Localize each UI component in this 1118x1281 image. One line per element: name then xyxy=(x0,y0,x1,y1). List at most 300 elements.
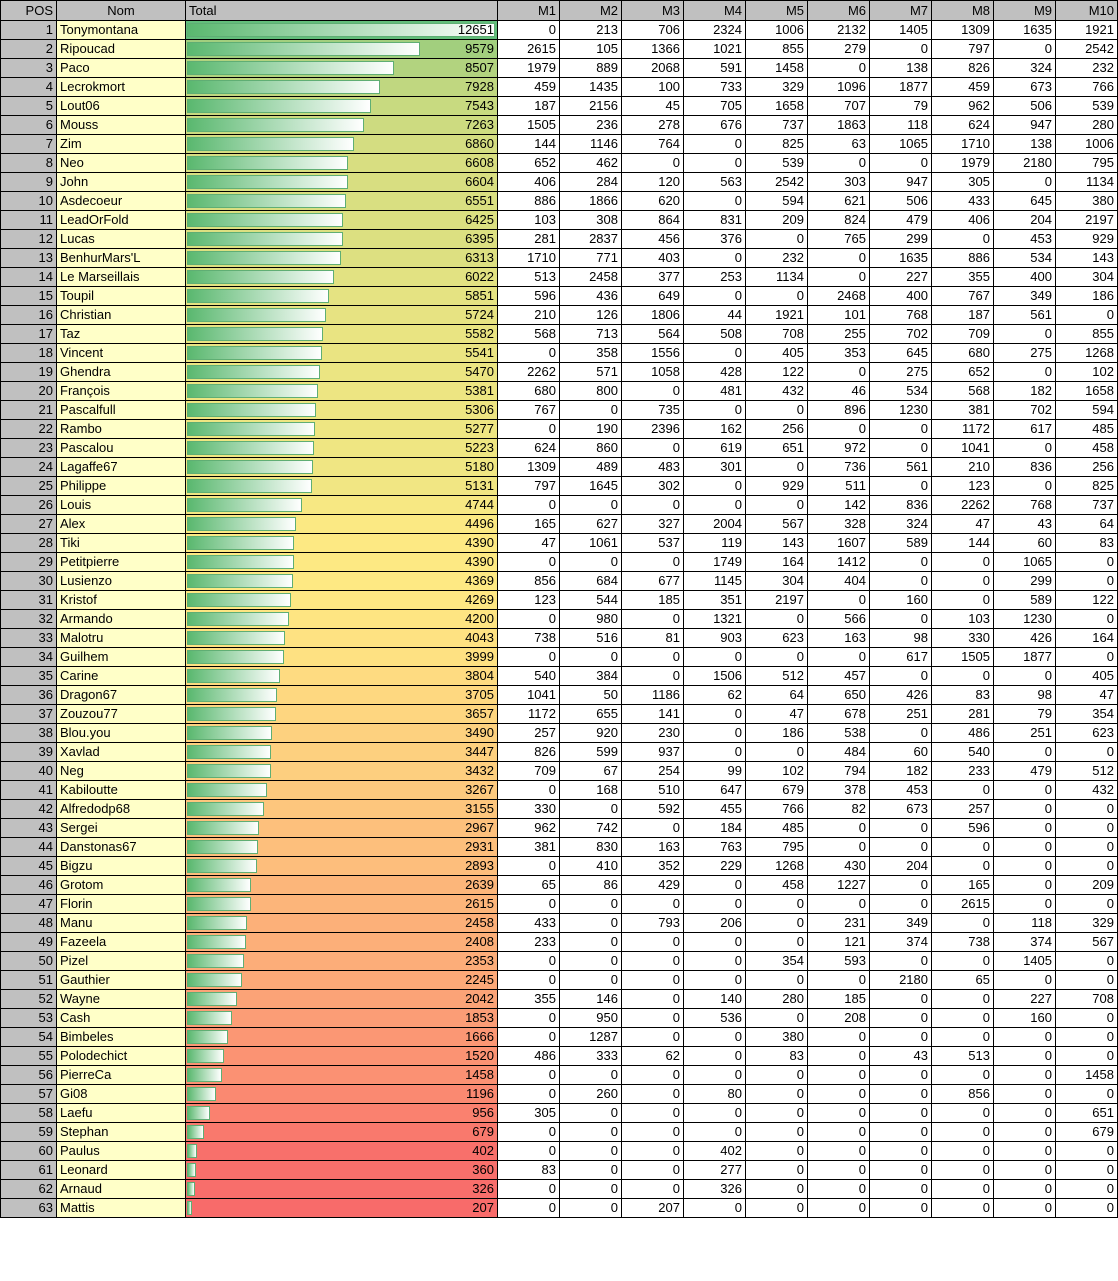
player-name-cell[interactable]: Fazeela xyxy=(57,933,186,952)
month-7-cell[interactable]: 43 xyxy=(870,1047,932,1066)
month-9-cell[interactable]: 0 xyxy=(994,857,1056,876)
month-7-cell[interactable]: 0 xyxy=(870,1028,932,1047)
month-4-cell[interactable]: 184 xyxy=(684,819,746,838)
month-5-cell[interactable]: 0 xyxy=(746,401,808,420)
month-1-cell[interactable]: 83 xyxy=(498,1161,560,1180)
month-2-cell[interactable]: 50 xyxy=(560,686,622,705)
month-8-cell[interactable]: 0 xyxy=(932,591,994,610)
total-cell[interactable] xyxy=(186,78,498,97)
month-7-cell[interactable]: 275 xyxy=(870,363,932,382)
month-5-cell[interactable]: 0 xyxy=(746,914,808,933)
month-3-cell[interactable]: 45 xyxy=(622,97,684,116)
month-8-cell[interactable]: 962 xyxy=(932,97,994,116)
month-8-cell[interactable]: 233 xyxy=(932,762,994,781)
month-7-cell[interactable]: 182 xyxy=(870,762,932,781)
month-8-cell[interactable]: 0 xyxy=(932,952,994,971)
month-10-cell[interactable]: 1134 xyxy=(1056,173,1118,192)
header-m10[interactable]: M10 xyxy=(1056,1,1118,21)
total-cell[interactable] xyxy=(186,572,498,591)
total-cell[interactable] xyxy=(186,458,498,477)
row-position[interactable]: 12 xyxy=(1,230,57,249)
month-10-cell[interactable]: 0 xyxy=(1056,1047,1118,1066)
month-3-cell[interactable]: 0 xyxy=(622,1066,684,1085)
row-position[interactable]: 31 xyxy=(1,591,57,610)
row-position[interactable]: 41 xyxy=(1,781,57,800)
player-name-cell[interactable]: Leonard xyxy=(57,1161,186,1180)
month-4-cell[interactable]: 140 xyxy=(684,990,746,1009)
player-name-cell[interactable]: Bimbeles xyxy=(57,1028,186,1047)
total-cell[interactable] xyxy=(186,857,498,876)
player-name-cell[interactable]: Alex xyxy=(57,515,186,534)
month-1-cell[interactable]: 596 xyxy=(498,287,560,306)
month-6-cell[interactable]: 1412 xyxy=(808,553,870,572)
player-name-cell[interactable]: Bigzu xyxy=(57,857,186,876)
month-9-cell[interactable]: 0 xyxy=(994,1180,1056,1199)
month-3-cell[interactable]: 1058 xyxy=(622,363,684,382)
month-7-cell[interactable]: 506 xyxy=(870,192,932,211)
month-1-cell[interactable]: 210 xyxy=(498,306,560,325)
month-3-cell[interactable]: 120 xyxy=(622,173,684,192)
month-4-cell[interactable]: 428 xyxy=(684,363,746,382)
row-position[interactable]: 15 xyxy=(1,287,57,306)
month-3-cell[interactable]: 0 xyxy=(622,952,684,971)
month-6-cell[interactable]: 185 xyxy=(808,990,870,1009)
month-7-cell[interactable]: 0 xyxy=(870,895,932,914)
month-7-cell[interactable]: 0 xyxy=(870,724,932,743)
month-10-cell[interactable]: 539 xyxy=(1056,97,1118,116)
month-6-cell[interactable]: 972 xyxy=(808,439,870,458)
month-6-cell[interactable]: 328 xyxy=(808,515,870,534)
row-position[interactable]: 2 xyxy=(1,40,57,59)
month-6-cell[interactable]: 1863 xyxy=(808,116,870,135)
month-1-cell[interactable]: 738 xyxy=(498,629,560,648)
total-cell[interactable] xyxy=(186,439,498,458)
header-m1[interactable]: M1 xyxy=(498,1,560,21)
month-10-cell[interactable]: 2197 xyxy=(1056,211,1118,230)
total-cell[interactable] xyxy=(186,686,498,705)
row-position[interactable]: 3 xyxy=(1,59,57,78)
month-3-cell[interactable]: 0 xyxy=(622,1085,684,1104)
month-5-cell[interactable]: 825 xyxy=(746,135,808,154)
month-7-cell[interactable]: 0 xyxy=(870,1085,932,1104)
player-name-cell[interactable]: Blou.you xyxy=(57,724,186,743)
month-4-cell[interactable]: 0 xyxy=(684,705,746,724)
month-4-cell[interactable]: 647 xyxy=(684,781,746,800)
month-10-cell[interactable]: 0 xyxy=(1056,857,1118,876)
month-4-cell[interactable]: 253 xyxy=(684,268,746,287)
month-1-cell[interactable]: 0 xyxy=(498,21,560,40)
month-1-cell[interactable]: 826 xyxy=(498,743,560,762)
month-10-cell[interactable]: 0 xyxy=(1056,838,1118,857)
month-4-cell[interactable]: 831 xyxy=(684,211,746,230)
row-position[interactable]: 55 xyxy=(1,1047,57,1066)
row-position[interactable]: 9 xyxy=(1,173,57,192)
player-name-cell[interactable]: Stephan xyxy=(57,1123,186,1142)
month-9-cell[interactable]: 0 xyxy=(994,1142,1056,1161)
month-2-cell[interactable]: 684 xyxy=(560,572,622,591)
month-5-cell[interactable]: 1658 xyxy=(746,97,808,116)
month-3-cell[interactable]: 0 xyxy=(622,819,684,838)
month-8-cell[interactable]: 767 xyxy=(932,287,994,306)
month-9-cell[interactable]: 0 xyxy=(994,838,1056,857)
month-7-cell[interactable]: 204 xyxy=(870,857,932,876)
row-position[interactable]: 33 xyxy=(1,629,57,648)
header-m8[interactable]: M8 xyxy=(932,1,994,21)
month-9-cell[interactable]: 0 xyxy=(994,1161,1056,1180)
month-2-cell[interactable]: 146 xyxy=(560,990,622,1009)
month-5-cell[interactable]: 0 xyxy=(746,1142,808,1161)
month-2-cell[interactable]: 384 xyxy=(560,667,622,686)
row-position[interactable]: 54 xyxy=(1,1028,57,1047)
month-2-cell[interactable]: 236 xyxy=(560,116,622,135)
month-1-cell[interactable]: 330 xyxy=(498,800,560,819)
month-9-cell[interactable]: 479 xyxy=(994,762,1056,781)
month-7-cell[interactable]: 0 xyxy=(870,838,932,857)
row-position[interactable]: 60 xyxy=(1,1142,57,1161)
month-3-cell[interactable]: 510 xyxy=(622,781,684,800)
player-name-cell[interactable]: Philippe xyxy=(57,477,186,496)
month-10-cell[interactable]: 1268 xyxy=(1056,344,1118,363)
month-2-cell[interactable]: 0 xyxy=(560,933,622,952)
month-4-cell[interactable]: 0 xyxy=(684,895,746,914)
month-5-cell[interactable]: 651 xyxy=(746,439,808,458)
month-9-cell[interactable]: 60 xyxy=(994,534,1056,553)
player-name-cell[interactable]: Lusienzo xyxy=(57,572,186,591)
month-8-cell[interactable]: 709 xyxy=(932,325,994,344)
month-3-cell[interactable]: 0 xyxy=(622,895,684,914)
month-5-cell[interactable]: 0 xyxy=(746,1123,808,1142)
month-6-cell[interactable]: 1227 xyxy=(808,876,870,895)
month-7-cell[interactable]: 534 xyxy=(870,382,932,401)
month-2-cell[interactable]: 86 xyxy=(560,876,622,895)
month-1-cell[interactable]: 144 xyxy=(498,135,560,154)
total-cell[interactable] xyxy=(186,1161,498,1180)
month-3-cell[interactable]: 0 xyxy=(622,1028,684,1047)
month-9-cell[interactable]: 0 xyxy=(994,1066,1056,1085)
month-6-cell[interactable]: 824 xyxy=(808,211,870,230)
total-cell[interactable] xyxy=(186,40,498,59)
month-1-cell[interactable]: 257 xyxy=(498,724,560,743)
month-7-cell[interactable]: 1635 xyxy=(870,249,932,268)
total-cell[interactable] xyxy=(186,1104,498,1123)
month-5-cell[interactable]: 256 xyxy=(746,420,808,439)
month-7-cell[interactable]: 299 xyxy=(870,230,932,249)
total-cell[interactable] xyxy=(186,154,498,173)
month-4-cell[interactable]: 326 xyxy=(684,1180,746,1199)
month-4-cell[interactable]: 733 xyxy=(684,78,746,97)
total-cell[interactable] xyxy=(186,800,498,819)
month-8-cell[interactable]: 0 xyxy=(932,553,994,572)
month-3-cell[interactable]: 2396 xyxy=(622,420,684,439)
month-3-cell[interactable]: 100 xyxy=(622,78,684,97)
player-name-cell[interactable]: Ripoucad xyxy=(57,40,186,59)
month-8-cell[interactable]: 680 xyxy=(932,344,994,363)
month-3-cell[interactable]: 483 xyxy=(622,458,684,477)
month-9-cell[interactable]: 275 xyxy=(994,344,1056,363)
month-6-cell[interactable]: 303 xyxy=(808,173,870,192)
player-name-cell[interactable]: François xyxy=(57,382,186,401)
month-4-cell[interactable]: 0 xyxy=(684,1047,746,1066)
month-4-cell[interactable]: 563 xyxy=(684,173,746,192)
total-cell[interactable] xyxy=(186,344,498,363)
month-10-cell[interactable]: 164 xyxy=(1056,629,1118,648)
month-7-cell[interactable]: 0 xyxy=(870,819,932,838)
month-7-cell[interactable]: 0 xyxy=(870,40,932,59)
month-6-cell[interactable]: 0 xyxy=(808,249,870,268)
player-name-cell[interactable]: Armando xyxy=(57,610,186,629)
month-3-cell[interactable]: 141 xyxy=(622,705,684,724)
month-7-cell[interactable]: 702 xyxy=(870,325,932,344)
month-4-cell[interactable]: 277 xyxy=(684,1161,746,1180)
month-10-cell[interactable]: 329 xyxy=(1056,914,1118,933)
row-position[interactable]: 22 xyxy=(1,420,57,439)
month-2-cell[interactable]: 0 xyxy=(560,1142,622,1161)
month-4-cell[interactable]: 619 xyxy=(684,439,746,458)
month-1-cell[interactable]: 0 xyxy=(498,971,560,990)
month-5-cell[interactable]: 1458 xyxy=(746,59,808,78)
month-5-cell[interactable]: 143 xyxy=(746,534,808,553)
row-position[interactable]: 38 xyxy=(1,724,57,743)
month-2-cell[interactable]: 0 xyxy=(560,1199,622,1218)
month-9-cell[interactable]: 204 xyxy=(994,211,1056,230)
month-7-cell[interactable]: 374 xyxy=(870,933,932,952)
row-position[interactable]: 10 xyxy=(1,192,57,211)
month-1-cell[interactable]: 0 xyxy=(498,1142,560,1161)
month-3-cell[interactable]: 0 xyxy=(622,496,684,515)
header-nom[interactable]: Nom xyxy=(57,1,186,21)
month-5-cell[interactable]: 679 xyxy=(746,781,808,800)
month-8-cell[interactable]: 210 xyxy=(932,458,994,477)
month-10-cell[interactable]: 102 xyxy=(1056,363,1118,382)
month-4-cell[interactable]: 676 xyxy=(684,116,746,135)
row-position[interactable]: 45 xyxy=(1,857,57,876)
month-2-cell[interactable]: 920 xyxy=(560,724,622,743)
month-10-cell[interactable]: 0 xyxy=(1056,952,1118,971)
month-9-cell[interactable]: 251 xyxy=(994,724,1056,743)
player-name-cell[interactable]: Alfredodp68 xyxy=(57,800,186,819)
month-7-cell[interactable]: 0 xyxy=(870,477,932,496)
month-7-cell[interactable]: 349 xyxy=(870,914,932,933)
month-7-cell[interactable]: 561 xyxy=(870,458,932,477)
month-8-cell[interactable]: 0 xyxy=(932,1104,994,1123)
month-3-cell[interactable]: 0 xyxy=(622,1123,684,1142)
month-5-cell[interactable]: 2197 xyxy=(746,591,808,610)
month-3-cell[interactable]: 352 xyxy=(622,857,684,876)
month-9-cell[interactable]: 0 xyxy=(994,781,1056,800)
player-name-cell[interactable]: Paulus xyxy=(57,1142,186,1161)
month-8-cell[interactable]: 0 xyxy=(932,1028,994,1047)
month-7-cell[interactable]: 0 xyxy=(870,572,932,591)
month-1-cell[interactable]: 0 xyxy=(498,1180,560,1199)
month-1-cell[interactable]: 0 xyxy=(498,1009,560,1028)
total-cell[interactable] xyxy=(186,629,498,648)
total-cell[interactable] xyxy=(186,610,498,629)
month-3-cell[interactable]: 327 xyxy=(622,515,684,534)
row-position[interactable]: 4 xyxy=(1,78,57,97)
player-name-cell[interactable]: Florin xyxy=(57,895,186,914)
month-4-cell[interactable]: 229 xyxy=(684,857,746,876)
month-4-cell[interactable]: 1321 xyxy=(684,610,746,629)
month-2-cell[interactable]: 333 xyxy=(560,1047,622,1066)
month-9-cell[interactable]: 0 xyxy=(994,667,1056,686)
month-1-cell[interactable]: 0 xyxy=(498,1085,560,1104)
month-8-cell[interactable]: 886 xyxy=(932,249,994,268)
month-5-cell[interactable]: 485 xyxy=(746,819,808,838)
player-name-cell[interactable]: Rambo xyxy=(57,420,186,439)
month-5-cell[interactable]: 0 xyxy=(746,496,808,515)
month-6-cell[interactable]: 208 xyxy=(808,1009,870,1028)
month-4-cell[interactable]: 2004 xyxy=(684,515,746,534)
month-9-cell[interactable]: 673 xyxy=(994,78,1056,97)
month-4-cell[interactable]: 351 xyxy=(684,591,746,610)
player-name-cell[interactable]: Polodechict xyxy=(57,1047,186,1066)
month-7-cell[interactable]: 673 xyxy=(870,800,932,819)
total-cell[interactable] xyxy=(186,59,498,78)
month-10-cell[interactable]: 485 xyxy=(1056,420,1118,439)
month-3-cell[interactable]: 185 xyxy=(622,591,684,610)
month-9-cell[interactable]: 0 xyxy=(994,1047,1056,1066)
month-6-cell[interactable]: 0 xyxy=(808,1028,870,1047)
row-position[interactable]: 44 xyxy=(1,838,57,857)
total-cell[interactable] xyxy=(186,325,498,344)
row-position[interactable]: 26 xyxy=(1,496,57,515)
row-position[interactable]: 16 xyxy=(1,306,57,325)
month-8-cell[interactable]: 459 xyxy=(932,78,994,97)
month-3-cell[interactable]: 0 xyxy=(622,439,684,458)
player-name-cell[interactable]: Dragon67 xyxy=(57,686,186,705)
player-name-cell[interactable]: Malotru xyxy=(57,629,186,648)
total-cell[interactable] xyxy=(186,553,498,572)
month-5-cell[interactable]: 380 xyxy=(746,1028,808,1047)
month-3-cell[interactable]: 302 xyxy=(622,477,684,496)
month-8-cell[interactable]: 187 xyxy=(932,306,994,325)
player-name-cell[interactable]: Lagaffe67 xyxy=(57,458,186,477)
month-3-cell[interactable]: 764 xyxy=(622,135,684,154)
month-4-cell[interactable]: 705 xyxy=(684,97,746,116)
month-10-cell[interactable]: 825 xyxy=(1056,477,1118,496)
month-8-cell[interactable]: 513 xyxy=(932,1047,994,1066)
month-8-cell[interactable]: 0 xyxy=(932,1180,994,1199)
month-6-cell[interactable]: 621 xyxy=(808,192,870,211)
month-2-cell[interactable]: 436 xyxy=(560,287,622,306)
month-2-cell[interactable]: 516 xyxy=(560,629,622,648)
month-1-cell[interactable]: 0 xyxy=(498,1028,560,1047)
month-6-cell[interactable]: 2468 xyxy=(808,287,870,306)
month-6-cell[interactable]: 101 xyxy=(808,306,870,325)
month-8-cell[interactable]: 624 xyxy=(932,116,994,135)
month-10-cell[interactable]: 83 xyxy=(1056,534,1118,553)
month-1-cell[interactable]: 1979 xyxy=(498,59,560,78)
month-6-cell[interactable]: 0 xyxy=(808,420,870,439)
row-position[interactable]: 62 xyxy=(1,1180,57,1199)
month-6-cell[interactable]: 121 xyxy=(808,933,870,952)
month-6-cell[interactable]: 82 xyxy=(808,800,870,819)
month-4-cell[interactable]: 0 xyxy=(684,1028,746,1047)
month-3-cell[interactable]: 377 xyxy=(622,268,684,287)
month-6-cell[interactable]: 736 xyxy=(808,458,870,477)
row-position[interactable]: 36 xyxy=(1,686,57,705)
total-cell[interactable] xyxy=(186,477,498,496)
month-10-cell[interactable]: 122 xyxy=(1056,591,1118,610)
player-name-cell[interactable]: Grotom xyxy=(57,876,186,895)
month-1-cell[interactable]: 165 xyxy=(498,515,560,534)
month-6-cell[interactable]: 63 xyxy=(808,135,870,154)
month-7-cell[interactable]: 98 xyxy=(870,629,932,648)
row-position[interactable]: 17 xyxy=(1,325,57,344)
month-4-cell[interactable]: 162 xyxy=(684,420,746,439)
month-3-cell[interactable]: 649 xyxy=(622,287,684,306)
month-5-cell[interactable]: 0 xyxy=(746,648,808,667)
month-2-cell[interactable]: 358 xyxy=(560,344,622,363)
header-total[interactable]: Total xyxy=(186,1,498,21)
month-1-cell[interactable]: 103 xyxy=(498,211,560,230)
month-5-cell[interactable]: 1006 xyxy=(746,21,808,40)
month-6-cell[interactable]: 353 xyxy=(808,344,870,363)
month-7-cell[interactable]: 251 xyxy=(870,705,932,724)
total-cell[interactable] xyxy=(186,268,498,287)
player-name-cell[interactable]: Pascalfull xyxy=(57,401,186,420)
month-2-cell[interactable]: 308 xyxy=(560,211,622,230)
header-m6[interactable]: M6 xyxy=(808,1,870,21)
month-8-cell[interactable]: 0 xyxy=(932,914,994,933)
month-4-cell[interactable]: 0 xyxy=(684,135,746,154)
month-2-cell[interactable]: 0 xyxy=(560,1161,622,1180)
month-1-cell[interactable]: 406 xyxy=(498,173,560,192)
row-position[interactable]: 46 xyxy=(1,876,57,895)
month-6-cell[interactable]: 0 xyxy=(808,1123,870,1142)
month-10-cell[interactable]: 766 xyxy=(1056,78,1118,97)
player-name-cell[interactable]: Toupil xyxy=(57,287,186,306)
month-10-cell[interactable]: 256 xyxy=(1056,458,1118,477)
month-3-cell[interactable]: 0 xyxy=(622,553,684,572)
player-name-cell[interactable]: Gauthier xyxy=(57,971,186,990)
month-7-cell[interactable]: 1877 xyxy=(870,78,932,97)
month-10-cell[interactable]: 0 xyxy=(1056,743,1118,762)
month-6-cell[interactable]: 511 xyxy=(808,477,870,496)
month-3-cell[interactable]: 0 xyxy=(622,1161,684,1180)
month-4-cell[interactable]: 99 xyxy=(684,762,746,781)
month-6-cell[interactable]: 0 xyxy=(808,154,870,173)
month-8-cell[interactable]: 144 xyxy=(932,534,994,553)
month-9-cell[interactable]: 160 xyxy=(994,1009,1056,1028)
month-9-cell[interactable]: 0 xyxy=(994,971,1056,990)
month-4-cell[interactable]: 0 xyxy=(684,401,746,420)
player-name-cell[interactable]: Gi08 xyxy=(57,1085,186,1104)
month-1-cell[interactable]: 2615 xyxy=(498,40,560,59)
month-1-cell[interactable]: 0 xyxy=(498,1066,560,1085)
month-9-cell[interactable]: 0 xyxy=(994,800,1056,819)
row-position[interactable]: 63 xyxy=(1,1199,57,1218)
month-4-cell[interactable]: 206 xyxy=(684,914,746,933)
month-9-cell[interactable]: 617 xyxy=(994,420,1056,439)
total-cell[interactable] xyxy=(186,496,498,515)
month-10-cell[interactable]: 0 xyxy=(1056,1180,1118,1199)
month-4-cell[interactable]: 0 xyxy=(684,1104,746,1123)
month-5-cell[interactable]: 232 xyxy=(746,249,808,268)
month-4-cell[interactable]: 0 xyxy=(684,496,746,515)
total-cell[interactable] xyxy=(186,895,498,914)
month-4-cell[interactable]: 0 xyxy=(684,952,746,971)
row-position[interactable]: 6 xyxy=(1,116,57,135)
month-10-cell[interactable]: 1921 xyxy=(1056,21,1118,40)
month-2-cell[interactable]: 410 xyxy=(560,857,622,876)
month-4-cell[interactable]: 2324 xyxy=(684,21,746,40)
month-2-cell[interactable]: 0 xyxy=(560,1180,622,1199)
month-1-cell[interactable]: 767 xyxy=(498,401,560,420)
month-10-cell[interactable]: 380 xyxy=(1056,192,1118,211)
month-3-cell[interactable]: 592 xyxy=(622,800,684,819)
month-5-cell[interactable]: 0 xyxy=(746,1085,808,1104)
